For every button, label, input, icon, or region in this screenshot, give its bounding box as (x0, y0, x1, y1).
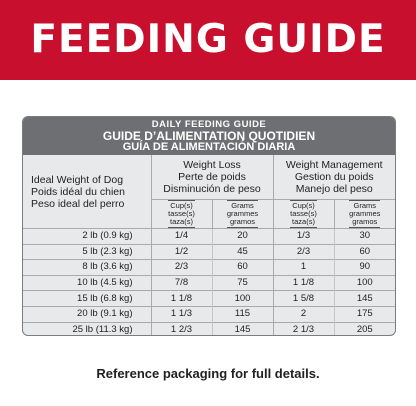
cell-mgmt-grams: 175 (334, 306, 395, 322)
unit-cups-mgmt: Cup(s) tasse(s) taza(s) (273, 200, 334, 229)
cell-loss-cups: 1/4 (151, 229, 212, 245)
table-row (23, 229, 395, 245)
cell-weight: 5 lb (2.3 kg) (23, 244, 151, 260)
cell-loss-grams: 20 (212, 229, 273, 245)
heading-en: DAILY FEEDING GUIDE (151, 118, 267, 130)
cell-weight: 10 lb (4.5 kg) (23, 275, 151, 291)
cell-loss-grams: 60 (212, 260, 273, 276)
cell-mgmt-cups: 1 (273, 260, 334, 276)
table-heading (23, 117, 395, 155)
cell-mgmt-cups: 2/3 (273, 244, 334, 260)
cell-loss-grams: 145 (212, 322, 273, 336)
heading-es: GUÍA DE ALIMENTACIÓN DIARIA (122, 140, 296, 153)
cell-loss-cups: 1 2/3 (151, 322, 212, 336)
table-row (23, 291, 395, 307)
cell-mgmt-cups: 2 (273, 306, 334, 322)
cell-mgmt-cups: 1/3 (273, 229, 334, 245)
cell-weight: 15 lb (6.8 kg) (23, 291, 151, 307)
unit-grams-mgmt: Grams grammes gramos (334, 200, 395, 229)
table-row (23, 244, 395, 260)
cell-mgmt-grams: 90 (334, 260, 395, 276)
cell-loss-cups: 1/2 (151, 244, 212, 260)
cell-mgmt-cups: 2 1/3 (273, 322, 334, 336)
unit-cups-loss: Cup(s) tasse(s) taza(s) (151, 200, 212, 229)
cell-mgmt-grams: 205 (334, 322, 395, 336)
cell-mgmt-grams: 100 (334, 275, 395, 291)
banner (0, 0, 416, 80)
feeding-guide-table (22, 116, 396, 336)
cell-loss-grams: 115 (212, 306, 273, 322)
cell-loss-cups: 1 1/8 (151, 291, 212, 307)
cell-loss-grams: 100 (212, 291, 273, 307)
table-row (23, 275, 395, 291)
heading-fr: GUIDE D’ALIMENTATION QUOTIDIEN (102, 128, 316, 143)
cell-mgmt-grams: 145 (334, 291, 395, 307)
cell-weight: 2 lb (0.9 kg) (23, 229, 151, 245)
cell-mgmt-grams: 60 (334, 244, 395, 260)
unit-grams-loss: Grams grammes gramos (212, 200, 273, 229)
cell-loss-grams: 45 (212, 244, 273, 260)
column-header-weight-management: Weight Management Gestion du poids Manejo del peso (273, 155, 395, 200)
column-header-weight: Ideal Weight of Dog Poids idéal du chien Peso ideal del perro (31, 173, 125, 210)
cell-weight: 8 lb (3.6 kg) (23, 260, 151, 276)
column-header-weight-loss: Weight Loss Perte de poids Disminución de peso (151, 155, 273, 200)
cell-loss-grams: 75 (212, 275, 273, 291)
footer-note: Reference packaging for full details. (96, 366, 320, 381)
feeding-table (23, 155, 395, 336)
cell-loss-cups: 2/3 (151, 260, 212, 276)
table-row (23, 322, 395, 336)
table-row (23, 260, 395, 276)
page-title: FEEDING GUIDE (30, 17, 386, 62)
cell-weight: 20 lb (9.1 kg) (23, 306, 151, 322)
cell-mgmt-cups: 1 5/8 (273, 291, 334, 307)
cell-loss-cups: 1 1/3 (151, 306, 212, 322)
cell-weight: 25 lb (11.3 kg) (23, 322, 151, 336)
table-row (23, 306, 395, 322)
cell-mgmt-grams: 30 (334, 229, 395, 245)
cell-loss-cups: 7/8 (151, 275, 212, 291)
cell-mgmt-cups: 1 1/8 (273, 275, 334, 291)
